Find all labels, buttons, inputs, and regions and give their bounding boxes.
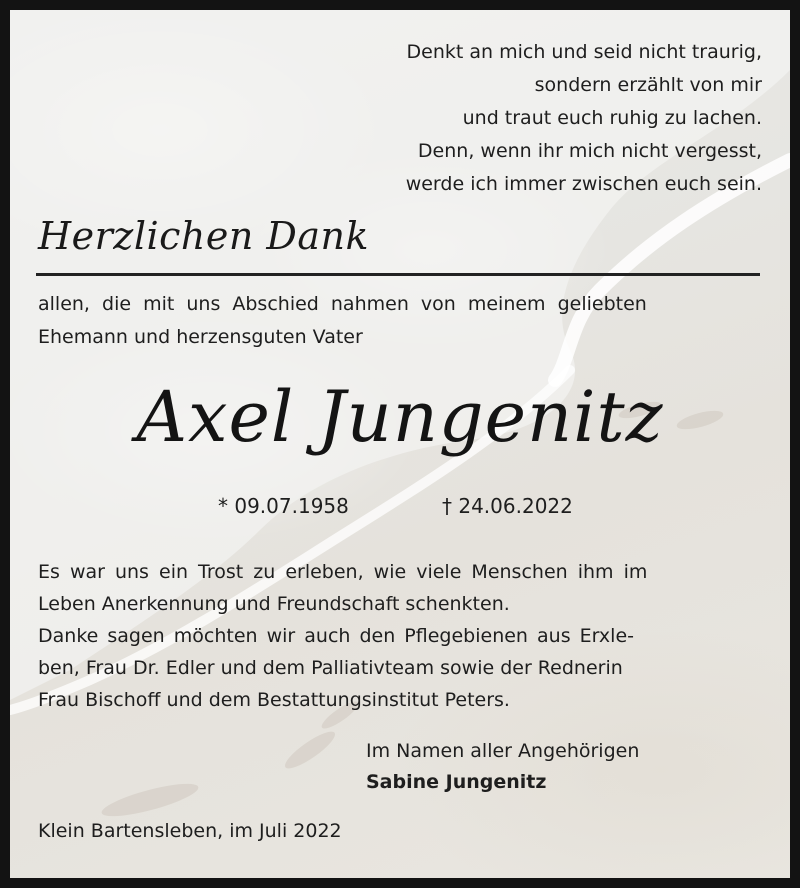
- poem-line: und traut euch ruhig zu lachen.: [462, 107, 762, 129]
- poem-line: Denkt an mich und seid nicht traurig,: [406, 41, 762, 63]
- deceased-name: Axel Jungenitz: [136, 376, 664, 458]
- body-line: Danke sagen möchten wir auch den Pflegebienen aus Erxle-: [38, 625, 635, 647]
- body-line: Leben Anerkennung und Freundschaft schenkten.: [38, 593, 510, 615]
- intro-line: allen, die mit uns Abschied nahmen von meinem geliebten: [38, 293, 647, 315]
- thanks-heading: Herzlichen Dank: [38, 214, 370, 258]
- intro-text: [38, 288, 762, 354]
- signature-name: Sabine Jungenitz: [366, 771, 547, 793]
- thanks-body: [38, 556, 764, 716]
- body-line: Es war uns ein Trost zu erleben, wie viele Menschen ihm im: [38, 561, 648, 583]
- birth-date: * 09.07.1958: [218, 494, 349, 518]
- body-line: Frau Bischoff und dem Bestattungsinstitut Peters.: [38, 689, 510, 711]
- body-line: ben, Frau Dr. Edler und dem Palliativteam sowie der Rednerin: [38, 657, 623, 679]
- poem-line: Denn, wenn ihr mich nicht vergesst,: [417, 140, 762, 162]
- poem-line: werde ich immer zwischen euch sein.: [405, 173, 762, 195]
- signature-block: [366, 736, 639, 798]
- signature-line: Im Namen aller Angehörigen: [366, 740, 640, 762]
- heading-divider: [36, 273, 760, 276]
- place-date: Klein Bartensleben, im Juli 2022: [38, 820, 342, 842]
- memorial-poem: [202, 36, 762, 201]
- intro-line: Ehemann und herzensguten Vater: [38, 326, 363, 348]
- death-date: † 24.06.2022: [442, 494, 573, 518]
- poem-line: sondern erzählt von mir: [534, 74, 762, 96]
